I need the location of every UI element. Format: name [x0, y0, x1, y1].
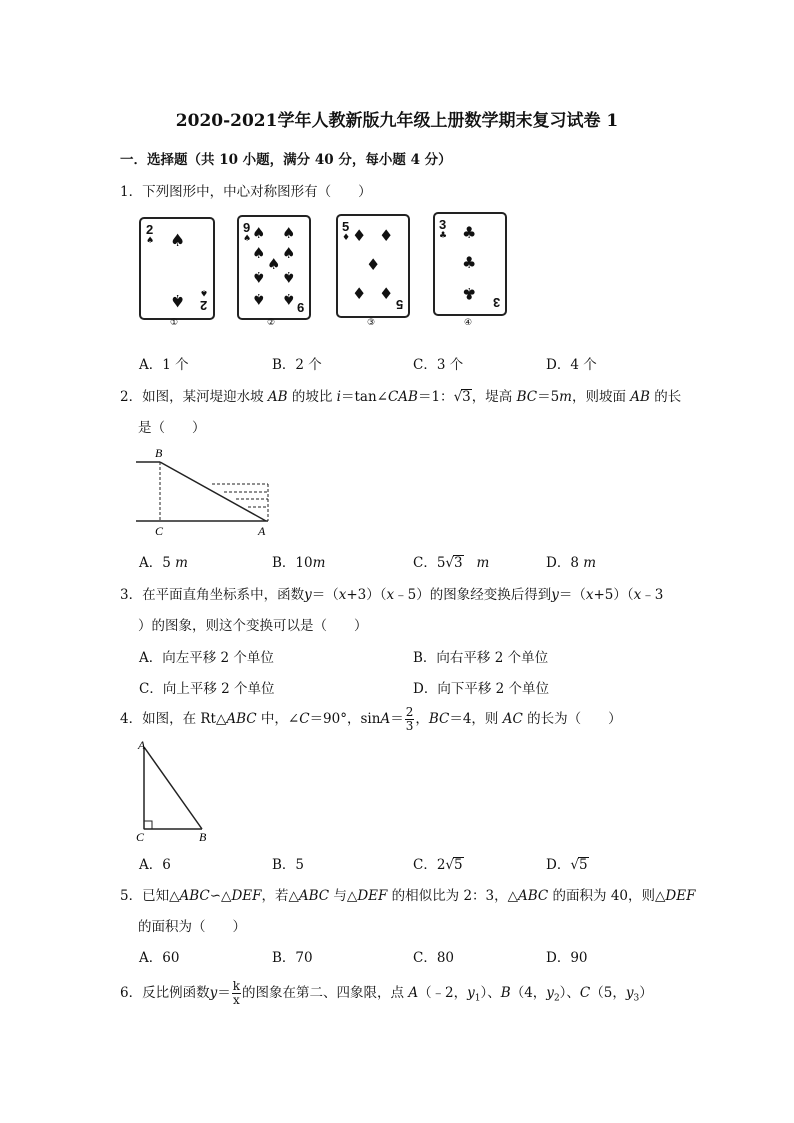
- q5-option-a: A．60: [139, 950, 180, 966]
- question-2-line2: 是（ ）: [138, 420, 206, 436]
- spade-icon: ♠: [170, 290, 186, 310]
- card-rank: 2: [146, 222, 154, 237]
- diamond-icon: ♦: [352, 226, 367, 245]
- card-rank: 2: [200, 298, 208, 313]
- fraction-k-over-x: $\frac{k}{x}$: [232, 979, 241, 1007]
- card-rank: 9: [243, 220, 251, 235]
- point-label-c: C: [136, 830, 145, 844]
- q5-option-b: B．70: [272, 950, 313, 966]
- q3-option-a: A．向左平移 2 个单位: [139, 650, 274, 666]
- card-nine-of-spades: [237, 215, 311, 320]
- point-label-a: A: [138, 738, 146, 752]
- question-3-stem: 3．在平面直角坐标系中，函数y＝（x+3）（x﹣5）的图象经变换后得到y＝（x+5）（x﹣3: [120, 587, 664, 603]
- diamond-icon: ♦: [352, 284, 367, 303]
- question-3-line2: ）的图象，则这个变换可以是（ ）: [138, 618, 368, 634]
- question-4-stem: 4．如图，在 Rt△ABC 中，∠C＝90°，sinA＝ $\frac{2}{3}$ ，BC＝4，则 AC 的长为（ ）: [120, 705, 622, 733]
- club-icon: ♣: [462, 253, 477, 272]
- slope-figure: [136, 446, 276, 538]
- diamond-icon: ♦: [379, 284, 394, 303]
- spade-icon: ♠: [146, 236, 155, 246]
- spade-icon: ♠: [200, 287, 209, 297]
- q1-option-b: B．2 个: [272, 357, 322, 373]
- document-title: 2020-2021学年人教新版九年级上册数学期末复习试卷 1: [175, 111, 619, 131]
- q3-option-b: B．向右平移 2 个单位: [413, 650, 549, 666]
- spade-icon: ♠: [267, 255, 281, 273]
- card-five-of-diamonds: [336, 214, 410, 318]
- club-icon: ♣: [462, 284, 477, 303]
- q4-option-b: B．5: [272, 857, 305, 873]
- card-three-of-clubs: [433, 212, 507, 316]
- point-label-c: C: [155, 524, 164, 538]
- q2-option-c: C．5√3 m: [413, 555, 490, 571]
- q2-option-d: D．8 m: [546, 555, 597, 571]
- club-icon: ♣: [439, 231, 448, 241]
- spade-icon: ♠: [252, 224, 266, 242]
- question-1-stem: 1．下列图形中，中心对称图形有（ ）: [120, 184, 372, 200]
- spade-icon: ♠: [252, 290, 266, 308]
- spade-icon: ♠: [282, 290, 296, 308]
- card-label-1: ①: [170, 318, 179, 328]
- card-label-4: ④: [464, 318, 473, 328]
- card-label-3: ③: [367, 318, 376, 328]
- q5-option-d: D．90: [546, 950, 588, 966]
- club-icon: ♣: [462, 223, 477, 242]
- spade-icon: ♠: [252, 244, 266, 262]
- question-6-stem: 6．反比例函数y＝ $\frac{k}{x}$ 的图象在第二、四象限，点 A（﹣2，$y_1$）、B（4，$y_2$）、C（5，$y_3$）: [120, 979, 653, 1007]
- diamond-icon: ♦: [366, 255, 381, 274]
- q3-option-c: C．向上平移 2 个单位: [139, 681, 275, 697]
- q1-option-a: A．1 个: [139, 357, 189, 373]
- fraction-two-thirds: $\frac{2}{3}$: [405, 705, 414, 733]
- card-rank: 5: [396, 297, 404, 312]
- card-rank: 3: [439, 217, 447, 232]
- diamond-icon: ♦: [379, 226, 394, 245]
- q5-option-c: C．80: [413, 950, 455, 966]
- card-label-2: ②: [267, 318, 276, 328]
- diamond-icon: ♦: [342, 233, 351, 243]
- q1-option-d: D．4 个: [546, 357, 597, 373]
- card-rank: 5: [342, 219, 350, 234]
- spade-icon: ♠: [252, 268, 266, 286]
- spade-icon: ♠: [243, 234, 252, 244]
- right-triangle-figure: [134, 738, 214, 844]
- q4-option-c: C．2√5: [413, 857, 463, 873]
- section-heading: 一．选择题（共 10 小题，满分 40 分，每小题 4 分）: [120, 152, 452, 168]
- point-label-b: B: [199, 830, 207, 844]
- spade-icon: ♠: [282, 224, 296, 242]
- spade-icon: ♠: [282, 268, 296, 286]
- question-5-stem: 5．已知△ABC∽△DEF，若△ABC 与△DEF 的相似比为 2：3，△ABC 的面积为 40，则△DEF: [120, 888, 696, 904]
- question-5-line2: 的面积为（ ）: [138, 919, 246, 935]
- q2-option-a: A．5 m: [139, 555, 188, 571]
- card-two-of-spades: [139, 217, 215, 320]
- point-label-a: A: [258, 524, 266, 538]
- point-label-b: B: [155, 446, 163, 460]
- spade-icon: ♠: [282, 244, 296, 262]
- q4-option-d: D．√5: [546, 857, 588, 873]
- q3-option-d: D．向下平移 2 个单位: [413, 681, 549, 697]
- q4-option-a: A．6: [139, 857, 171, 873]
- card-rank: 9: [297, 300, 305, 315]
- spade-icon: ♠: [170, 231, 186, 251]
- card-rank: 3: [493, 295, 501, 310]
- side-ab: [144, 747, 202, 829]
- q2-option-b: B．10m: [272, 555, 326, 571]
- right-angle-mark: [144, 821, 152, 829]
- question-2-stem: 2．如图，某河堤迎水坡 AB 的坡比 i＝tan∠CAB＝1：√3，堤高 BC＝5m，则坡面 AB 的长: [120, 389, 682, 405]
- q1-option-c: C．3 个: [413, 357, 464, 373]
